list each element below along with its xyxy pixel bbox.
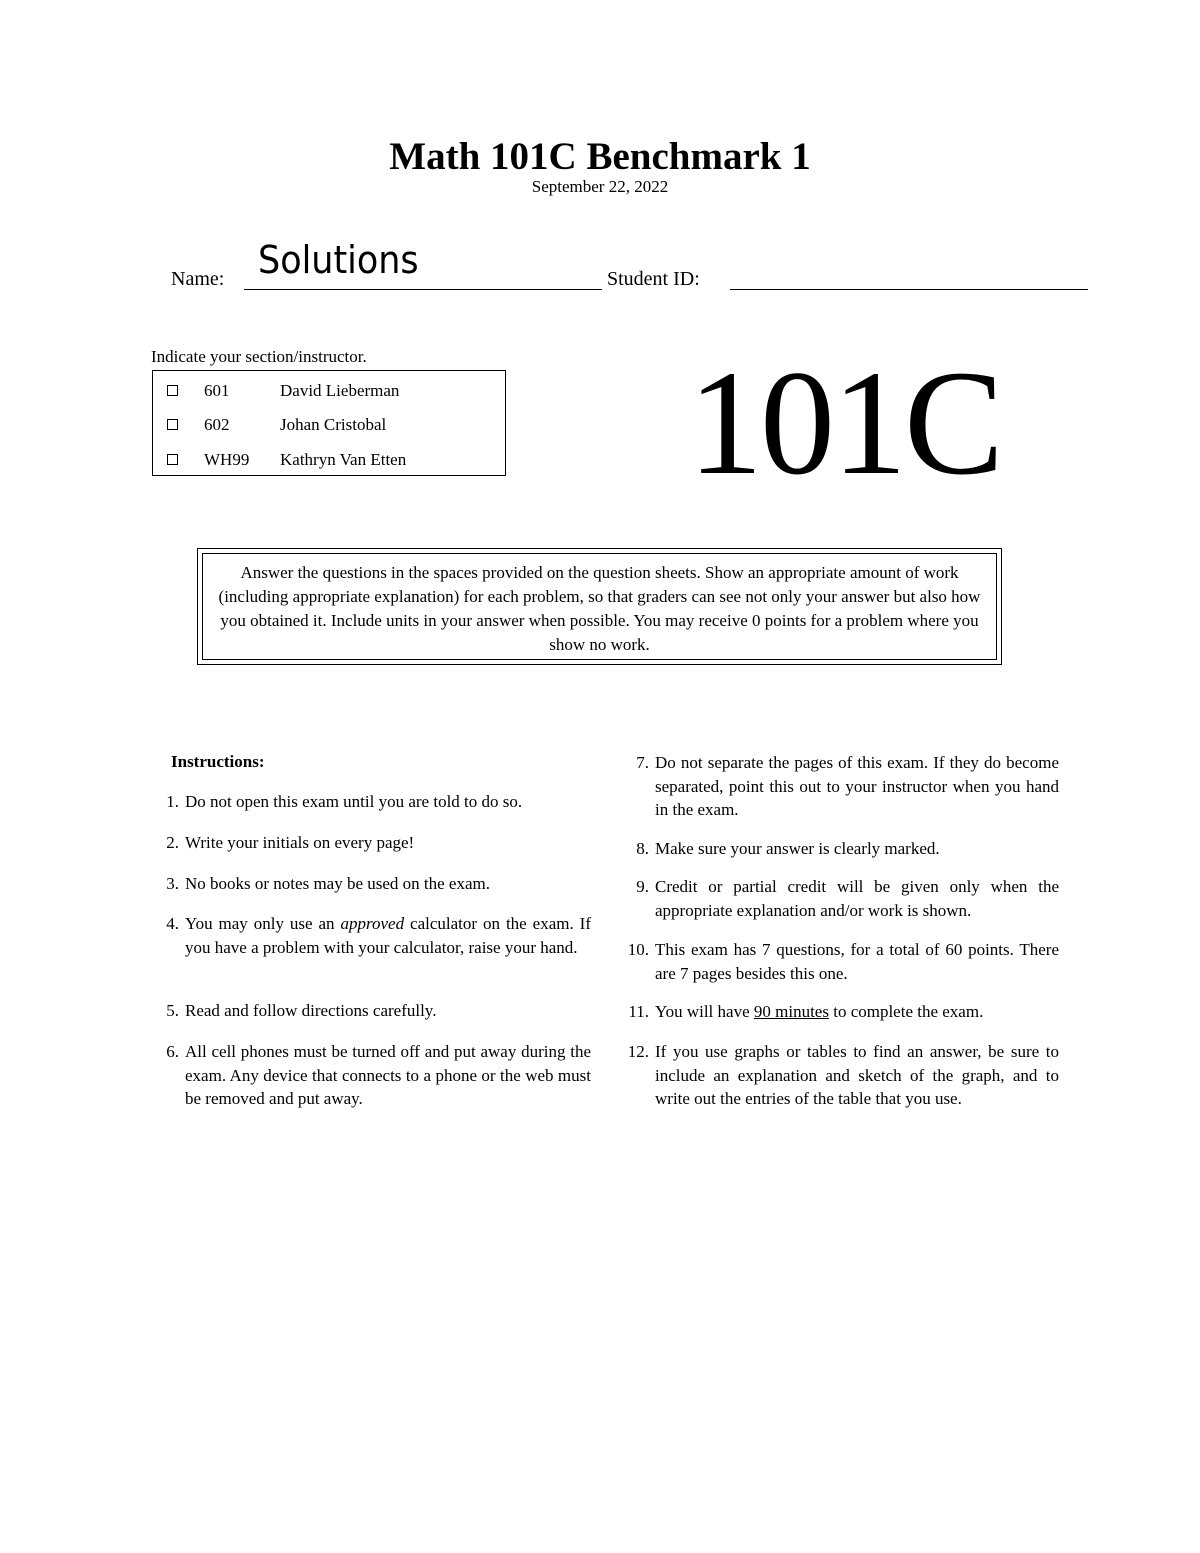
section-instructor: David Lieberman (280, 381, 400, 400)
instruction-emphasis: 90 minutes (753, 1002, 829, 1021)
instruction-number: 12. (627, 1042, 649, 1061)
instruction-text: If you use graphs or tables to find an answer, be sure to include an explanation and sketch of the graph, and to write out the entries of the table that you use. (655, 1042, 1059, 1108)
section-row[interactable] (153, 379, 505, 403)
checkbox-icon[interactable] (167, 385, 178, 396)
section-selector (152, 370, 506, 476)
notice-text: Answer the questions in the spaces provided on the question sheets. Show an appropriate amount of work (including appropriate explanation) for each problem, so that graders can see not only your answer but also how you obtained it. Include units in your answer when possible. You may receive 0 points for a problem where you show no work. (202, 553, 997, 660)
instruction-text-part: to complete the exam. (828, 1002, 984, 1021)
instruction-text: Do not open this exam until you are told to do so. (185, 792, 523, 811)
instruction-number: 4. (166, 914, 179, 933)
instruction-text-part: You will have (655, 1002, 754, 1021)
instruction-text: Read and follow directions carefully. (185, 1001, 437, 1020)
section-prompt: Indicate your section/instructor. (151, 347, 367, 366)
instruction-number: 10. (627, 940, 649, 959)
instruction-number: 9. (636, 877, 649, 896)
name-handwritten-value: Solutions (258, 238, 419, 282)
section-number: 601 (204, 381, 230, 400)
section-instructor: Johan Cristobal (280, 415, 387, 434)
instruction-text: Do not separate the pages of this exam. If they do become separated, point this out to your instructor when you hand in the exam. (655, 753, 1059, 819)
instruction-number: 1. (166, 792, 179, 811)
instruction-number: 11. (628, 1002, 649, 1021)
section-instructor: Kathryn Van Etten (280, 450, 407, 469)
instruction-number: 6. (166, 1042, 179, 1061)
checkbox-icon[interactable] (167, 419, 178, 430)
course-code-large: 101C (688, 340, 1002, 506)
instruction-text: All cell phones must be turned off and put away during the exam. Any device that connects to a phone or the web must be removed and put away. (185, 1042, 591, 1108)
instruction-text: No books or notes may be used on the exam. (185, 874, 490, 893)
section-row[interactable] (153, 413, 505, 437)
instruction-text-part: You may only use an (185, 914, 341, 933)
instruction-number: 5. (166, 1001, 179, 1020)
instruction-text (655, 1000, 1059, 1024)
instruction-number: 7. (636, 753, 649, 772)
section-number: WH99 (204, 450, 250, 469)
instructions-heading: Instructions: (171, 752, 265, 771)
section-number: 602 (204, 415, 230, 434)
student-id-field-line[interactable] (730, 289, 1088, 290)
instruction-emphasis: approved (340, 914, 405, 933)
instruction-number: 2. (166, 833, 179, 852)
student-id-label: Student ID: (607, 268, 700, 290)
exam-date: September 22, 2022 (531, 177, 669, 196)
checkbox-icon[interactable] (167, 454, 178, 465)
name-field-line[interactable] (244, 289, 602, 290)
instruction-text: Write your initials on every page! (185, 833, 415, 852)
instruction-text (185, 912, 591, 959)
section-row[interactable] (153, 448, 505, 472)
instruction-text-part: calculator on the exam. If you have a problem with your calculator, raise your hand. (185, 914, 591, 957)
instruction-text: This exam has 7 questions, for a total of 60 points. There are 7 pages besides this one. (655, 940, 1059, 983)
instruction-number: 8. (636, 839, 649, 858)
instruction-text: Credit or partial credit will be given only when the appropriate explanation and/or work is shown. (655, 877, 1059, 920)
instruction-text: Make sure your answer is clearly marked. (655, 839, 940, 858)
name-label: Name: (171, 268, 225, 290)
notice-box (197, 548, 1002, 665)
exam-title: Math 101C Benchmark 1 (389, 135, 811, 178)
instruction-number: 3. (166, 874, 179, 893)
